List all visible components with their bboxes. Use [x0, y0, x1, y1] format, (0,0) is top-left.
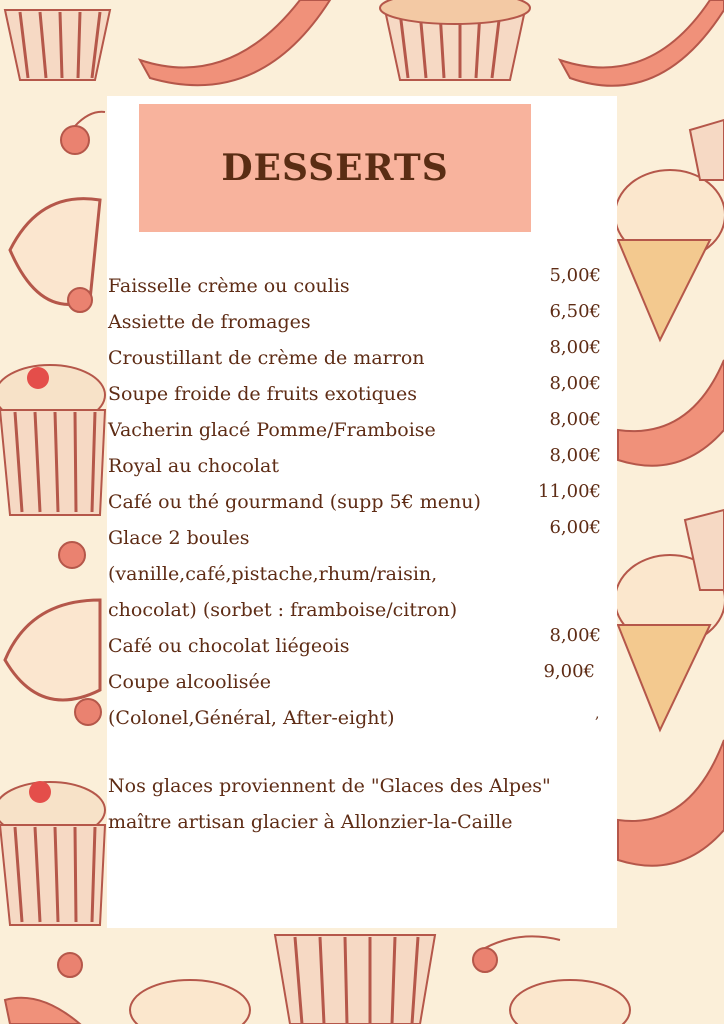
- item-name: Assiette de fromages: [108, 311, 311, 333]
- cherry-icon: [59, 542, 85, 568]
- banana-icon: [5, 998, 80, 1024]
- cherry-icon: [473, 936, 560, 972]
- list-item: [107, 409, 617, 448]
- stray-comma: ,: [595, 706, 600, 722]
- list-item: [107, 301, 617, 340]
- item-price: 5,00€: [549, 265, 601, 286]
- item-name: chocolat) (sorbet : framboise/citron): [108, 599, 458, 621]
- item-name: Faisselle crème ou coulis: [108, 275, 350, 297]
- item-name: Soupe froide de fruits exotiques: [108, 383, 418, 405]
- cherry-icon: [75, 699, 101, 725]
- list-item: [107, 700, 617, 736]
- list-item: [107, 517, 617, 556]
- menu-card: [107, 96, 617, 928]
- item-name: Royal au chocolat: [108, 455, 279, 477]
- item-price: 11,00€: [538, 481, 601, 502]
- ice-cream-cone-icon: [510, 980, 630, 1024]
- item-price: 8,00€: [549, 445, 601, 466]
- item-name: Coupe alcoolisée: [108, 671, 271, 693]
- item-name: (vanille,café,pistache,rhum/raisin,: [108, 563, 438, 585]
- note-line-1: Nos glaces proviennent de "Glaces des Alpes": [108, 775, 551, 797]
- banana-icon: [618, 740, 724, 866]
- cherry-icon: [61, 112, 105, 154]
- cupcake-icon: [0, 365, 105, 515]
- cupcake-icon: [380, 0, 530, 80]
- list-item: [107, 592, 617, 628]
- apple-slice-icon: [10, 199, 100, 305]
- item-price: 8,00€: [549, 373, 601, 394]
- item-name: (Colonel,Général, After-eight): [108, 707, 395, 729]
- item-price: 8,00€: [549, 337, 601, 358]
- item-price: 8,00€: [549, 409, 601, 430]
- title-banner: [139, 104, 531, 232]
- item-name: Croustillant de crème de marron: [108, 347, 425, 369]
- item-price: 9,00€: [543, 661, 595, 682]
- item-price: 6,00€: [549, 517, 601, 538]
- item-name: Café ou chocolat liégeois: [108, 635, 350, 657]
- list-item: [107, 625, 617, 664]
- banana-icon: [140, 0, 330, 85]
- item-price: 8,00€: [549, 625, 601, 646]
- list-item: [107, 661, 617, 700]
- ice-cream-cone-icon: [615, 170, 724, 340]
- list-item: [107, 337, 617, 376]
- list-item: [107, 373, 617, 412]
- list-item: [107, 265, 617, 304]
- page-title: DESSERTS: [221, 147, 449, 189]
- cherry-icon: [58, 953, 82, 977]
- cupcake-icon: [275, 935, 435, 1024]
- ice-cream-cone-icon: [130, 980, 250, 1024]
- cherry-icon: [68, 288, 92, 312]
- list-item: [107, 481, 617, 520]
- list-item: [107, 556, 617, 592]
- item-name: Vacherin glacé Pomme/Framboise: [108, 419, 436, 441]
- dessert-list: [107, 265, 617, 736]
- item-price: 6,50€: [549, 301, 601, 322]
- banana-icon: [560, 0, 724, 86]
- item-name: Café ou thé gourmand (supp 5€ menu): [108, 491, 481, 513]
- cupcake-icon: [690, 120, 724, 180]
- note-line-2: maître artisan glacier à Allonzier-la-Caille: [108, 811, 513, 833]
- cupcake-icon: [5, 10, 110, 80]
- apple-slice-icon: [5, 600, 100, 700]
- footer-note: [108, 768, 608, 840]
- banana-icon: [618, 360, 724, 466]
- cupcake-icon: [0, 781, 105, 925]
- item-name: Glace 2 boules: [108, 527, 250, 549]
